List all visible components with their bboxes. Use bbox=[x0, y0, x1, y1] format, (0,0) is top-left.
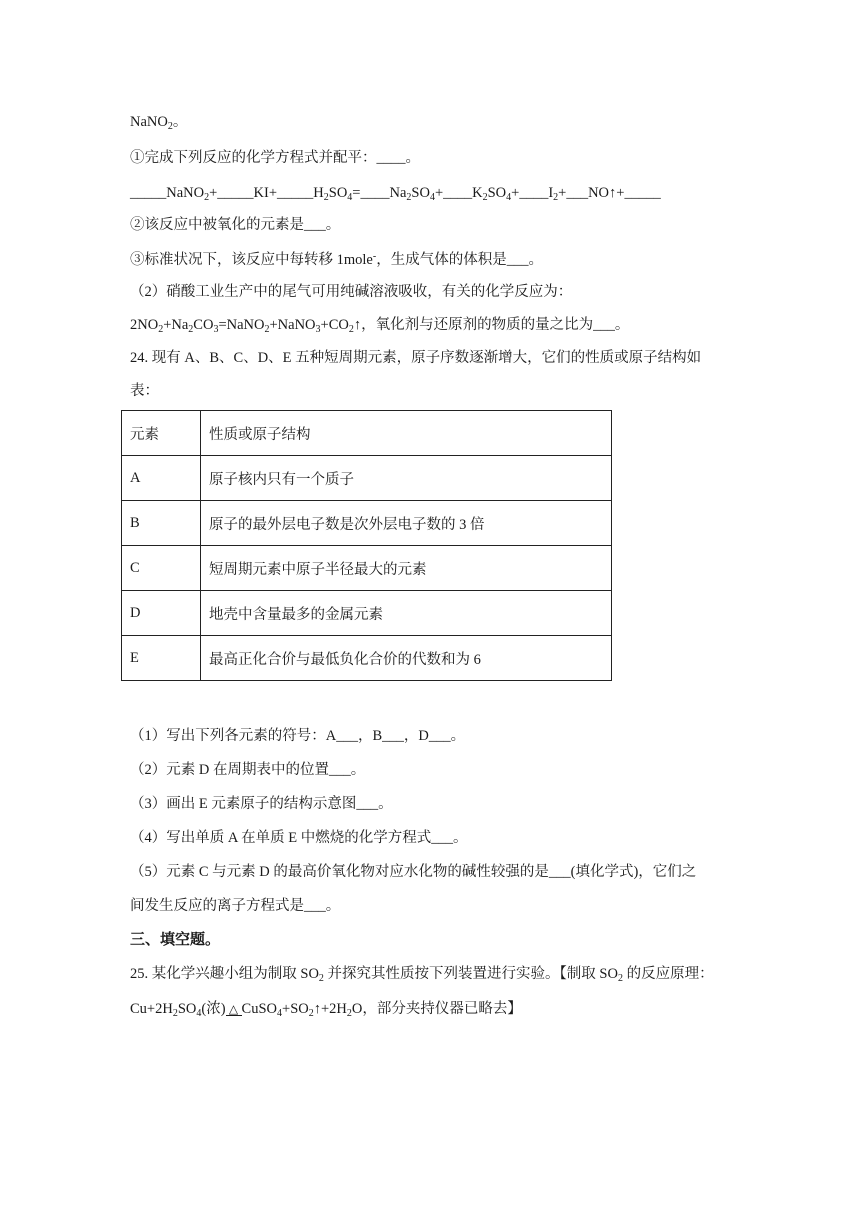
sub-question-5: （5）元素 C 与元素 D 的最高价氧化物对应水化物的碱性较强的是___(填化学式)，它们之 bbox=[130, 864, 697, 880]
table-row bbox=[122, 501, 612, 546]
sub-question-3: （3）画出 E 元素原子的结构示意图___。 bbox=[130, 796, 393, 812]
table-cell: D bbox=[122, 591, 201, 636]
table-header-cell: 性质或原子结构 bbox=[201, 411, 612, 456]
question-part-2: （2）硝酸工业生产中的尾气可用纯碱溶液吸收，有关的化学反应为： bbox=[130, 284, 573, 300]
table-row bbox=[122, 591, 612, 636]
table-header-cell: 元素 bbox=[122, 411, 201, 456]
question-3: ③标准状况下，该反应中每转移 1mole-，生成气体的体积是___。 bbox=[130, 251, 543, 268]
table-cell: E bbox=[122, 636, 201, 681]
table-cell: C bbox=[122, 546, 201, 591]
table-cell: 最高正化合价与最低负化合价的代数和为 6 bbox=[201, 636, 612, 681]
heating-delta-icon: △ bbox=[226, 1003, 242, 1016]
equation-line-2: $2NO_2+Na_2CO_3=NaNO_2+NaNO_3+CO_2↑$，氧化剂与还原剂的物质的量之比为___。 bbox=[130, 317, 630, 335]
table-header-row bbox=[122, 411, 612, 456]
section-heading: 三、填空题。 bbox=[130, 930, 221, 948]
table-row bbox=[122, 636, 612, 681]
table-cell: A bbox=[122, 456, 201, 501]
table-cell: 原子核内只有一个质子 bbox=[201, 456, 612, 501]
question-24-cont: 表： bbox=[130, 383, 159, 399]
table-cell: 短周期元素中原子半径最大的元素 bbox=[201, 546, 612, 591]
element-table bbox=[121, 410, 612, 681]
sub-question-2: （2）元素 D 在周期表中的位置___。 bbox=[130, 762, 366, 778]
table-row bbox=[122, 546, 612, 591]
sub-question-4: （4）写出单质 A 在单质 E 中燃烧的化学方程式___。 bbox=[130, 830, 468, 846]
sub-question-5-cont: 间发生反应的离子方程式是___。 bbox=[130, 898, 341, 914]
question-1: ①完成下列反应的化学方程式并配平：____。 bbox=[130, 150, 420, 166]
table-cell: B bbox=[122, 501, 201, 546]
table-row bbox=[122, 456, 612, 501]
question-24: 24. 现有 A、B、C、D、E 五种短周期元素，原子序数逐渐增大，它们的性质或原子结构如 bbox=[130, 350, 702, 366]
sub-question-1: （1）写出下列各元素的符号：A___，B___，D___。 bbox=[130, 728, 466, 744]
equation-line: $\_\_\_\_\_NaNO_2+\_\_\_\_\_KI+\_\_\_\_\_H_2SO_4=\_\_\_\_Na_2SO_4+\_\_\_\_K_2SO_4+\_\_\_\_I_2+\_\_\_NO↑+\_\_\_\_\_$ bbox=[130, 185, 661, 203]
table-cell: 原子的最外层电子数是次外层电子数的 3 倍 bbox=[201, 501, 612, 546]
question-2: ②该反应中被氧化的元素是___。 bbox=[130, 217, 341, 233]
text-line: NaNO$_2$。 bbox=[130, 114, 188, 132]
reaction-equation: $Cu+2H_2SO_4$(浓) △ $CuSO_4+SO_2↑+2H_2O$，部分夹持仪器已略去】 bbox=[130, 1001, 522, 1019]
question-25: 25. 某化学兴趣小组为制取 $SO_2$ 并探究其性质按下列装置进行实验。【制取 $SO_2$ 的反应原理： bbox=[130, 966, 714, 984]
table-cell: 地壳中含量最多的金属元素 bbox=[201, 591, 612, 636]
